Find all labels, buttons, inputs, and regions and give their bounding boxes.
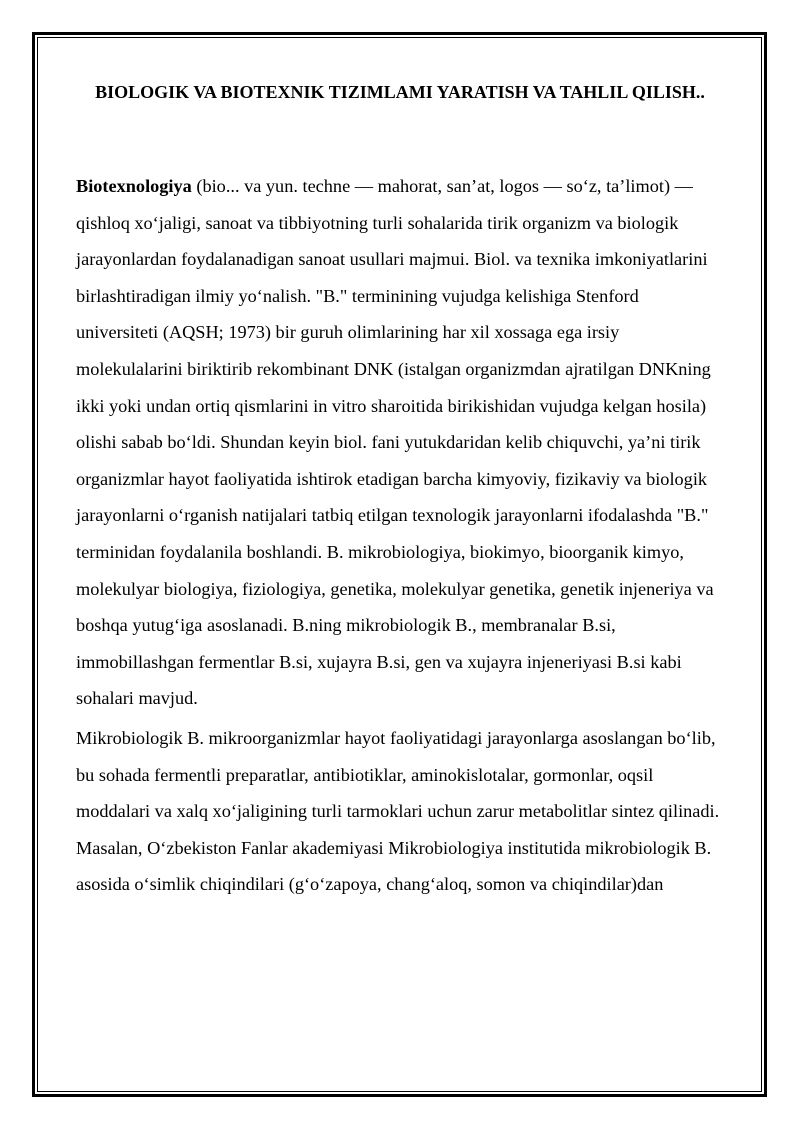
document-title: BIOLOGIK VA BIOTEXNIK TIZIMLAMI YARATISH VA TAHLIL QILISH..	[95, 82, 705, 102]
document-body	[76, 72, 724, 903]
paragraph-microbiological-biotechnology: Mikrobiologik B. mikroorganizmlar hayot faoliyatidagi jarayonlarga asoslangan bo‘lib, bu sohada fermentli preparatlar, antibiotiklar, aminokislotalar, gormonlar, oqsil moddalari va xalq xo‘jaligining turli tarmoklari uchun zarur metabolitlar sintez qilinadi. Masalan, O‘zbekiston Fanlar akademiyasi Mikrobiologiya institutida mikrobiologik B. asosida o‘simlik chiqindilari (g‘o‘zapoya, chang‘aloq, somon va chiqindilar)dan	[76, 727, 720, 895]
paragraph-biotechnology-definition	[76, 168, 724, 717]
term-biotexnologiya: Biotexnologiya	[76, 176, 192, 196]
paragraph-1-text: (bio... va yun. techne — mahorat, san’at, logos — so‘z, ta’limot) — qishloq xo‘jaligi, sanoat va tibbiyotning turli sohalarida tirik organizm va biologik jarayonlardan foydalanadigan sanoat usullari majmui. Biol. va texnika imkoniyatlarini birlashtiradigan ilmiy yo‘nalish. "B." terminining vujudga kelishiga Stenford universiteti (AQSH; 1973) bir guruh olimlarining har xil xossaga ega irsiy molekulalarini biriktirib rekombinant DNK (istalgan organizmdan ajratilgan DNKning ikki yoki undan ortiq qismlarini in vitro sharoitida birikishidan vujudga kelgan hosila) olishi sabab bo‘ldi. Shundan keyin biol. fani yutukdaridan kelib chiquvchi, ya’ni tirik organizmlar hayot faoliyatida ishtirok etadigan barcha kimyoviy, fizikaviy va biologik jarayonlarni o‘rganish natijalari tatbiq etilgan texnologik jarayonlarni ifodalashda "B." terminidan foydalanila boshlandi. B. mikrobiologiya, biokimyo, bioorganik kimyo, molekulyar biologiya, fiziologiya, genetika, molekulyar genetika, genetik injeneriya va boshqa yutug‘iga asoslanadi. B.ning mikrobiologik B., membranalar B.si, immobillashgan fermentlar B.si, xujayra B.si, gen va xujayra injeneriyasi B.si kabi sohalari mavjud.	[76, 176, 714, 709]
